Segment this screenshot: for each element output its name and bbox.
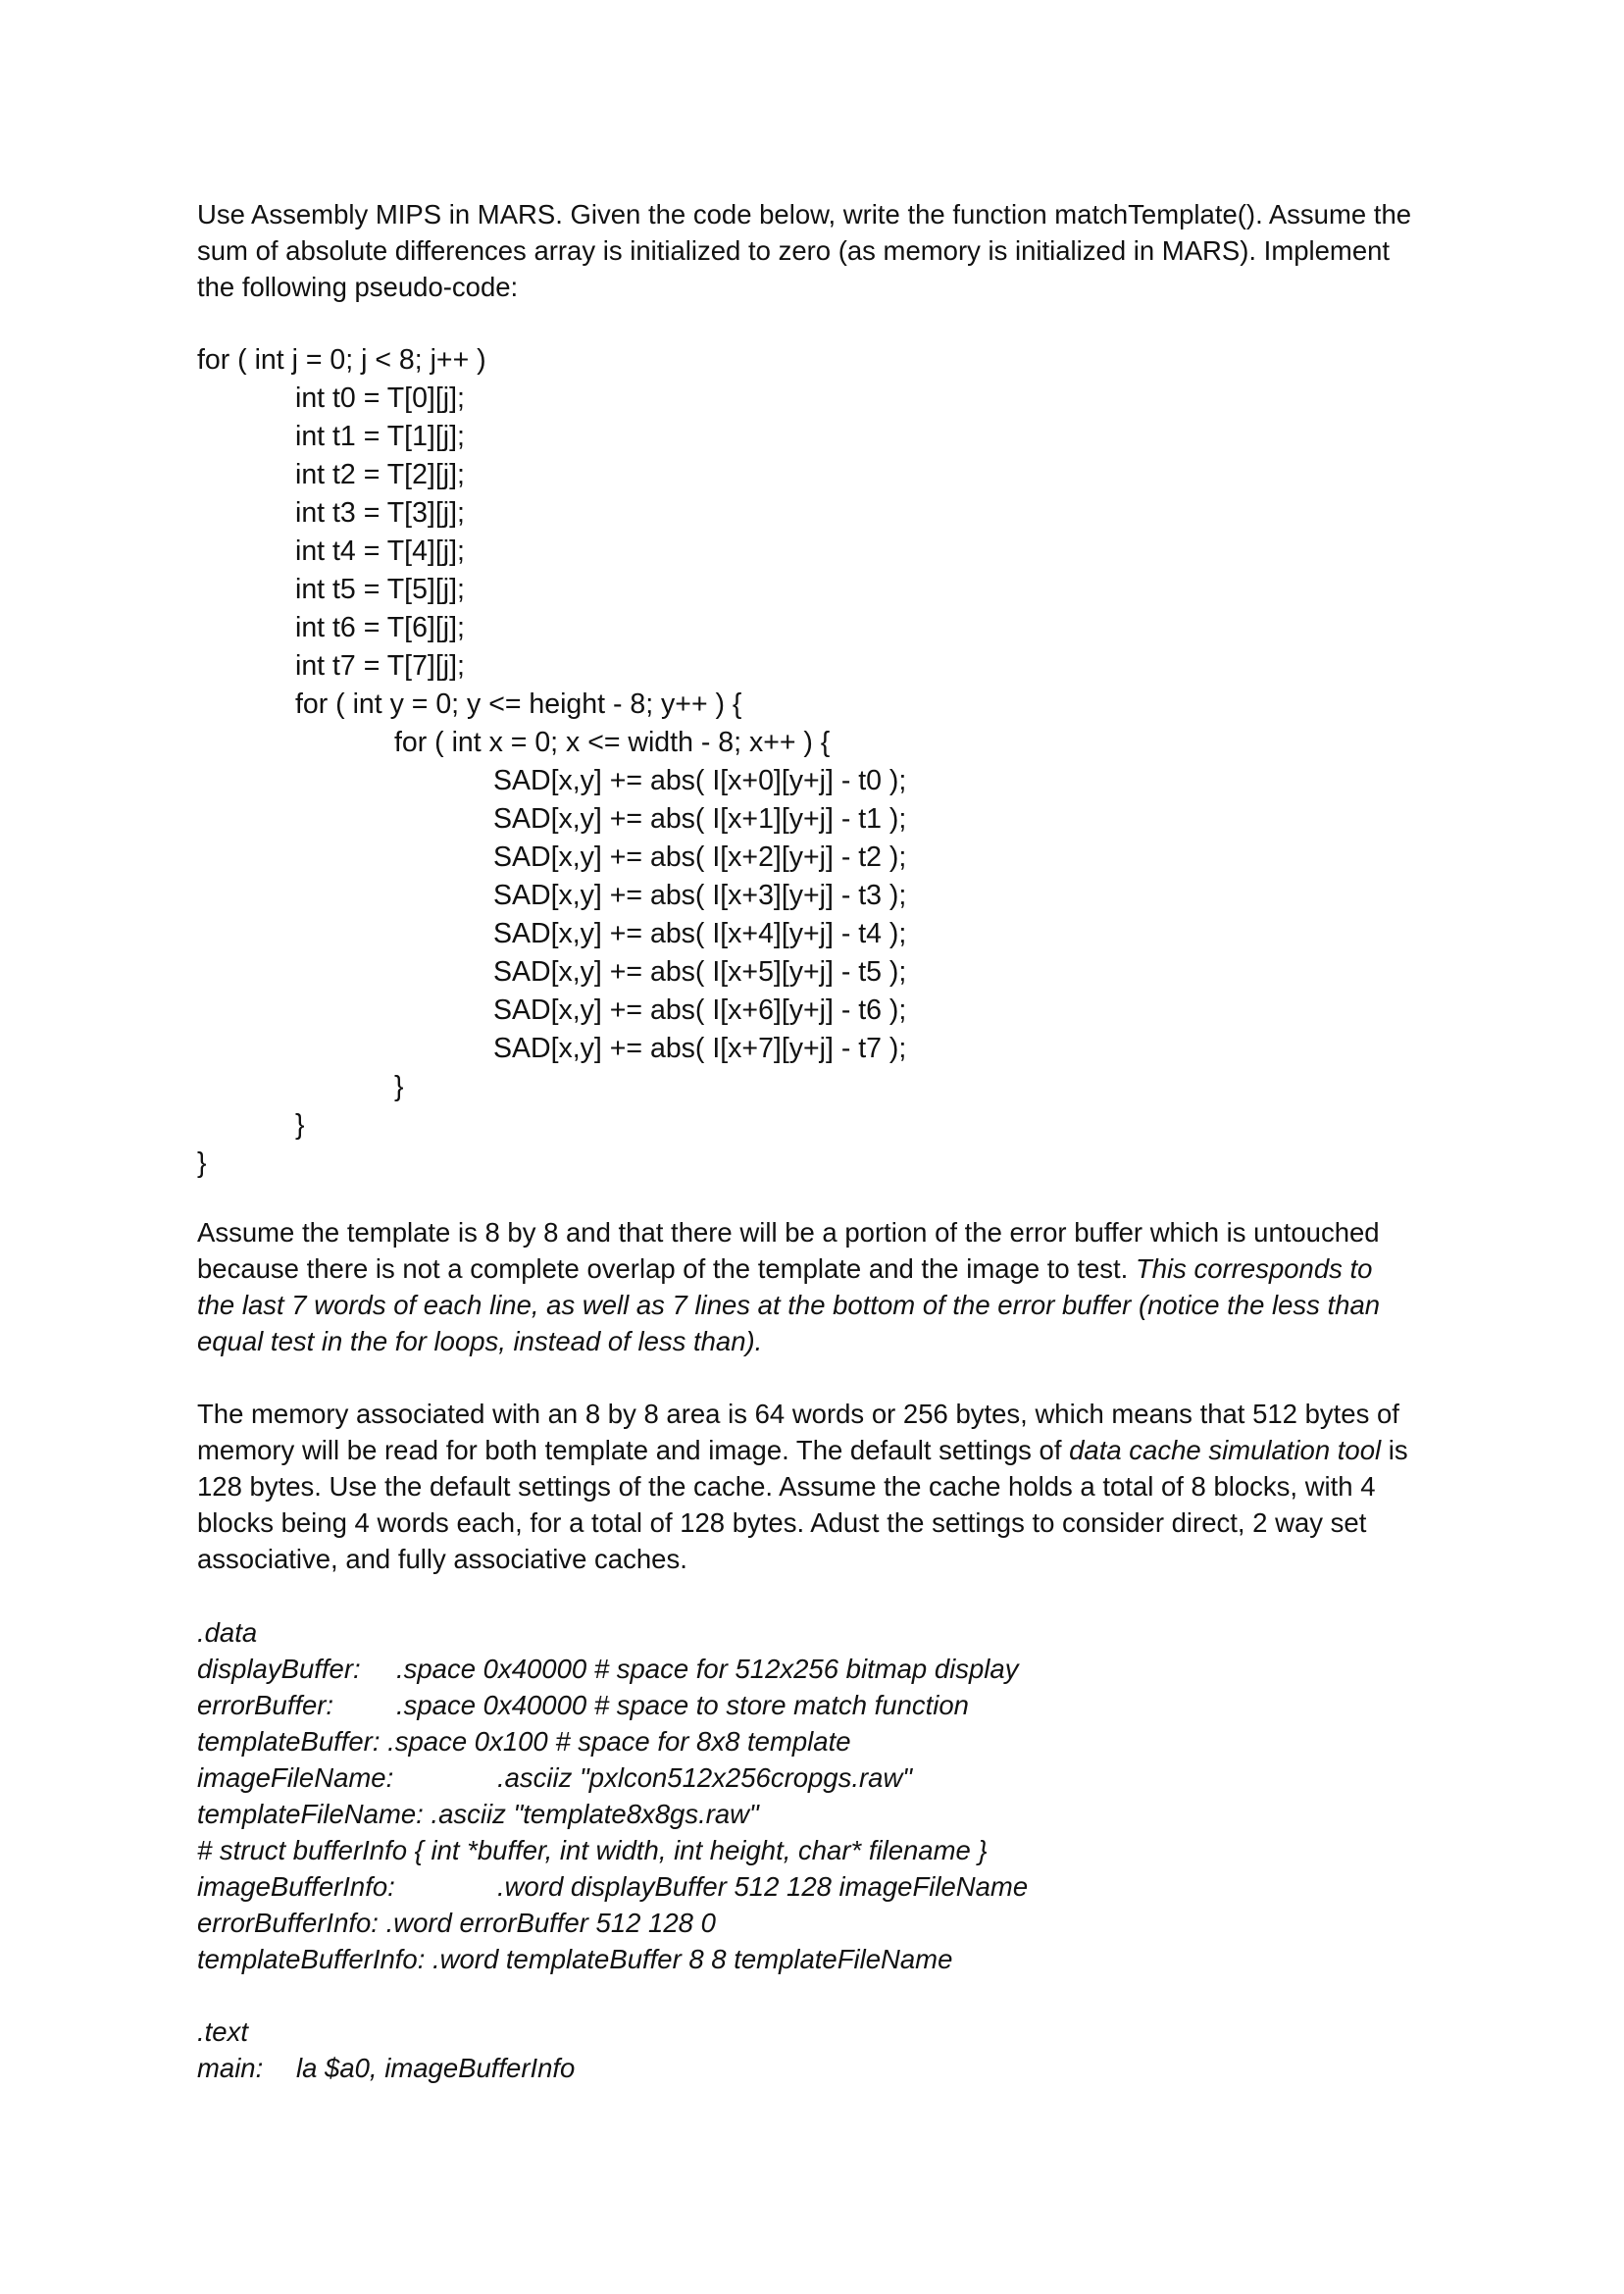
asm-label: main:	[197, 2053, 264, 2083]
asm-line	[197, 1759, 1472, 1796]
code-line: SAD[x,y] += abs( I[x+7][y+j] - t7 );	[493, 1033, 907, 1064]
asm-line	[197, 1651, 1472, 1687]
note-line: blocks being 4 words each, for a total of 128 bytes. Adust the settings to consider direct, 2 way set	[197, 1507, 1367, 1538]
note-line: Assume the template is 8 by 8 and that there will be a portion of the error buffer which is untouched	[197, 1217, 1380, 1248]
code-line: int t2 = T[2][j];	[295, 459, 465, 490]
pseudocode-block	[197, 341, 1472, 1183]
code-line: }	[295, 1109, 305, 1141]
asm-statement: .asciiz "pxlcon512x256cropgs.raw"	[497, 1762, 913, 1793]
asm-data-section	[197, 1614, 1472, 1977]
intro-line: sum of absolute differences array is initialized to zero (as memory is initialized in MARS). Implement	[197, 235, 1391, 266]
asm-directive: .text	[197, 2016, 248, 2047]
note-emphasis: data cache simulation tool	[1069, 1435, 1382, 1465]
code-line: int t7 = T[7][j];	[295, 650, 465, 682]
code-line: int t0 = T[0][j];	[295, 382, 465, 414]
code-line: for ( int x = 0; x <= width - 8; x++ ) {	[394, 727, 831, 758]
note-line	[197, 1323, 1462, 1359]
note-emphasis: equal test in the for loops, instead of less than).	[197, 1326, 763, 1356]
code-line: for ( int j = 0; j < 8; j++ )	[197, 344, 486, 376]
note-line: 128 bytes. Use the default settings of the cache. Assume the cache holds a total of 8 blocks, with 4	[197, 1471, 1376, 1502]
asm-line: errorBufferInfo: .word errorBuffer 512 128 0	[197, 1908, 716, 1938]
code-line: int t1 = T[1][j];	[295, 421, 465, 452]
code-line: SAD[x,y] += abs( I[x+2][y+j] - t2 );	[493, 841, 907, 873]
asm-line	[197, 2050, 1472, 2086]
intro-paragraph	[197, 196, 1462, 305]
asm-label: errorBuffer:	[197, 1690, 334, 1720]
asm-line	[197, 1687, 1472, 1723]
template-note-paragraph	[197, 1214, 1462, 1359]
code-line: int t3 = T[3][j];	[295, 497, 465, 529]
asm-line: templateBufferInfo: .word templateBuffer 8 8 templateFileName	[197, 1944, 953, 1974]
asm-line: templateBuffer: .space 0x100 # space for 8x8 template	[197, 1726, 851, 1757]
asm-statement: la $a0, imageBufferInfo	[296, 2053, 576, 2083]
code-line: int t4 = T[4][j];	[295, 535, 465, 567]
note-text: memory will be read for both template and image. The default settings of	[197, 1435, 1070, 1465]
code-line: int t6 = T[6][j];	[295, 612, 465, 643]
note-text: because there is not a complete overlap of the template and the image to test.	[197, 1253, 1136, 1284]
asm-label: imageBufferInfo:	[197, 1871, 395, 1902]
note-line: The memory associated with an 8 by 8 area is 64 words or 256 bytes, which means that 512 bytes of	[197, 1399, 1399, 1429]
asm-label: displayBuffer:	[197, 1654, 361, 1684]
asm-label: imageFileName:	[197, 1762, 394, 1793]
code-line: }	[197, 1147, 207, 1179]
asm-statement: .word displayBuffer 512 128 imageFileName	[497, 1871, 1029, 1902]
intro-line: the following pseudo-code:	[197, 272, 519, 302]
asm-line: templateFileName: .asciiz "template8x8gs.raw"	[197, 1799, 759, 1829]
code-line: SAD[x,y] += abs( I[x+3][y+j] - t3 );	[493, 880, 907, 911]
note-emphasis: the last 7 words of each line, as well as 7 lines at the bottom of the error buffer (notice the less than	[197, 1290, 1381, 1320]
asm-directive: .data	[197, 1617, 258, 1648]
code-line: }	[394, 1071, 404, 1102]
note-line: associative, and fully associative caches.	[197, 1544, 687, 1574]
asm-comment: # struct bufferInfo { int *buffer, int width, int height, char* filename }	[197, 1835, 988, 1865]
note-line	[197, 1432, 1462, 1468]
code-line: SAD[x,y] += abs( I[x+5][y+j] - t5 );	[493, 956, 907, 988]
asm-statement: .space 0x40000 # space to store match function	[396, 1690, 969, 1720]
intro-line: Use Assembly MIPS in MARS. Given the code below, write the function matchTemplate(). Assume the	[197, 199, 1412, 229]
asm-text-section	[197, 2014, 1472, 2086]
code-line: SAD[x,y] += abs( I[x+0][y+j] - t0 );	[493, 765, 907, 796]
note-line	[197, 1250, 1462, 1287]
asm-statement: .space 0x40000 # space for 512x256 bitmap display	[396, 1654, 1019, 1684]
note-line	[197, 1287, 1462, 1323]
code-line: SAD[x,y] += abs( I[x+1][y+j] - t1 );	[493, 803, 907, 835]
note-emphasis: This corresponds to	[1135, 1253, 1373, 1284]
code-line: int t5 = T[5][j];	[295, 574, 465, 605]
code-line: SAD[x,y] += abs( I[x+4][y+j] - t4 );	[493, 918, 907, 949]
code-line: for ( int y = 0; y <= height - 8; y++ ) {	[295, 688, 742, 720]
code-line: SAD[x,y] += abs( I[x+6][y+j] - t6 );	[493, 994, 907, 1026]
memory-note-paragraph	[197, 1396, 1462, 1577]
note-text: is	[1381, 1435, 1408, 1465]
asm-line	[197, 1868, 1472, 1905]
